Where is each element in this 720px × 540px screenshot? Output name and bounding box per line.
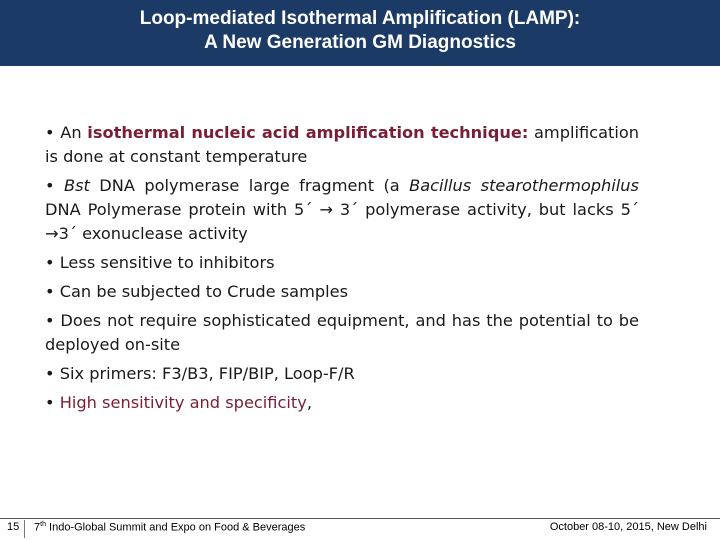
bullet-text: DNA polymerase large fragment (a — [89, 176, 410, 195]
event-ordinal: th — [40, 521, 46, 528]
slide-title-line-1: Loop-mediated Isothermal Amplification (LAMP): — [139, 8, 581, 29]
footer-divider — [24, 520, 25, 538]
footer-rule — [0, 518, 720, 519]
bullet-crude-samples: • Can be subjected to Crude samples — [45, 282, 349, 301]
bullet-highlight: High sensitivity and specificity — [59, 393, 307, 412]
bullet-sensitivity — [45, 391, 639, 415]
slide-title-banner — [0, 0, 720, 66]
event-name: Indo-Global Summit and Expo on Food & Beverages — [45, 521, 306, 534]
bullet-bst-polymerase — [45, 174, 639, 246]
bullet-primers: • Six primers: F3/B3, FIP/BIP, Loop-F/R — [45, 364, 355, 383]
bullet-text: DNA Polymerase protein with 5´ → 3´ polymerase activity, but lacks 5´ →3´ exonuclease activity — [45, 200, 639, 243]
bullet-text: amplification is done at constant temperature — [45, 123, 639, 166]
bullet-prefix: • — [45, 393, 60, 412]
footer-event — [34, 521, 305, 534]
bullet-highlight: isothermal nucleic acid amplification technique: — [87, 123, 529, 142]
bullet-prefix: • An — [45, 123, 88, 142]
event-number: 7 — [34, 521, 41, 534]
footer-date-place: October 08-10, 2015, New Delhi — [549, 521, 707, 533]
bullet-text: , — [306, 393, 312, 412]
slide-body — [45, 121, 639, 420]
bullet-inhibitors: • Less sensitive to inhibitors — [45, 253, 275, 272]
slide-title-line-2: A New Generation GM Diagnostics — [204, 32, 516, 53]
slide-number: 15 — [7, 521, 20, 533]
bullet-italic-bst: Bst — [63, 176, 90, 195]
bullet-isothermal — [45, 121, 639, 169]
bullet-italic-species: Bacillus stearothermophilus — [409, 176, 639, 195]
bullet-prefix: • — [45, 176, 64, 195]
bullet-equipment: • Does not require sophisticated equipment, and has the potential to be deployed on-site — [45, 311, 639, 354]
